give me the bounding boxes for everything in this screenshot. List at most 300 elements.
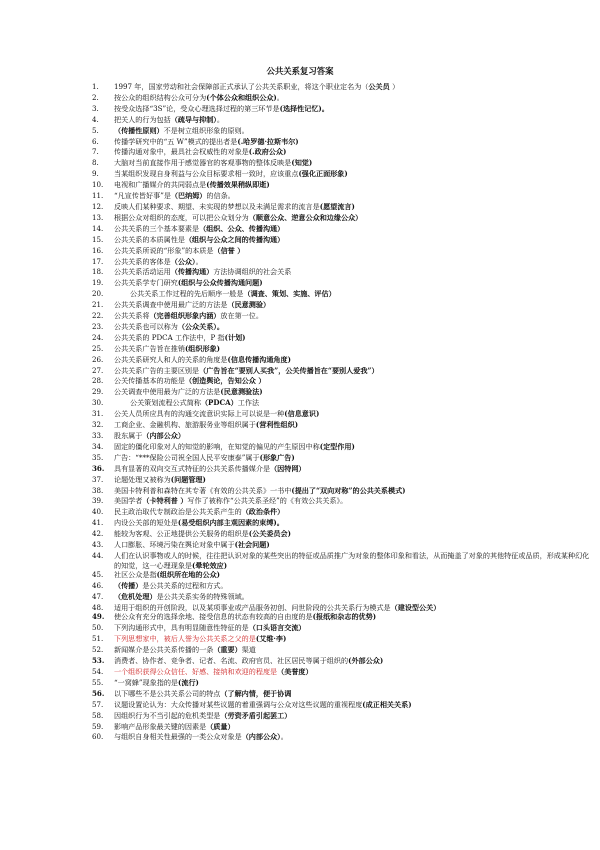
question-text: 公关调查中使用最为广泛的方法是 bbox=[114, 387, 221, 397]
list-item bbox=[92, 612, 592, 623]
answer-text: (易受组织内部主观因素的束缚)。 bbox=[177, 518, 284, 528]
list-item bbox=[92, 147, 592, 158]
list-item bbox=[92, 732, 592, 743]
answer-text: （口头语言交流） bbox=[248, 623, 306, 633]
list-item bbox=[92, 278, 592, 289]
item-text bbox=[114, 235, 592, 246]
answer-text: （了解内情，便于协调 bbox=[220, 688, 292, 698]
question-text: 公共关系也可以称为 bbox=[114, 321, 178, 331]
item-number: 44. bbox=[92, 550, 104, 560]
answer-text: (信息意识) bbox=[284, 409, 320, 419]
list-item bbox=[92, 711, 592, 722]
question-text: 写作了被称作“公共关系圣经”的《有效公共关系》。 bbox=[187, 496, 348, 506]
list-item bbox=[92, 235, 592, 246]
answer-text: (社会问题) bbox=[234, 540, 270, 550]
list-item bbox=[92, 420, 592, 431]
answer-text: (信息传播沟通角度) bbox=[227, 354, 291, 364]
item-text bbox=[114, 496, 592, 507]
list-item bbox=[92, 518, 592, 529]
answer-text: （疏导与抑制） bbox=[170, 114, 217, 124]
question-list bbox=[92, 82, 592, 743]
list-item bbox=[92, 409, 592, 420]
item-number: 18. bbox=[92, 267, 104, 277]
answer-text: (计划) bbox=[224, 332, 246, 342]
item-text bbox=[114, 623, 592, 634]
item-text bbox=[114, 115, 592, 126]
item-number: 39. bbox=[92, 496, 104, 506]
item-number: 1. bbox=[92, 82, 99, 91]
question-text: 。 bbox=[280, 732, 288, 742]
item-text bbox=[114, 137, 592, 148]
list-item bbox=[92, 475, 592, 486]
answer-text: (.政府公众) bbox=[248, 147, 287, 157]
item-text bbox=[114, 507, 592, 518]
answer-text: 公关员 bbox=[368, 82, 393, 91]
question-text: 反映人们某种要求、期望、未实现的梦想以及未满足需求的流言是 bbox=[114, 201, 320, 211]
item-number: 21. bbox=[92, 300, 104, 310]
item-text bbox=[114, 431, 592, 442]
question-text: 的信条。 bbox=[206, 191, 235, 201]
answer-text: （组织与公众之间的传播沟通） bbox=[184, 234, 285, 244]
list-item bbox=[92, 289, 592, 300]
question-text: “凡宣传皆好事”是 bbox=[114, 191, 171, 201]
item-text bbox=[114, 656, 592, 667]
item-text bbox=[114, 612, 592, 623]
item-number: 42. bbox=[92, 529, 104, 539]
question-text: 能较为客观、公正地提供公关服务的组织是 bbox=[114, 529, 249, 539]
item-text bbox=[114, 300, 592, 311]
list-item bbox=[92, 700, 592, 711]
question-text: 根据公众对组织的态度，可以把公众划分为 bbox=[114, 212, 249, 222]
question-text: 与组织自身相关性最强的一类公众对象是 bbox=[114, 732, 242, 742]
answer-text: （完善组织形象内涵） bbox=[149, 311, 221, 321]
item-text bbox=[114, 689, 592, 700]
item-number: 10. bbox=[92, 180, 104, 190]
item-text bbox=[114, 82, 592, 93]
list-item bbox=[92, 257, 592, 268]
item-text bbox=[114, 311, 592, 322]
item-number: 24. bbox=[92, 332, 104, 342]
question-text: 社区公众是指 bbox=[114, 570, 157, 580]
question-text: 传播沟通对象中，最具社会权威性的对象是 bbox=[114, 147, 249, 157]
question-text: 把关人的行为包括 bbox=[114, 114, 171, 124]
item-text bbox=[114, 333, 592, 344]
item-number: 13. bbox=[92, 212, 104, 222]
list-item bbox=[92, 540, 592, 551]
item-number: 26. bbox=[92, 354, 104, 364]
answer-text: (问题管理) bbox=[170, 474, 206, 484]
list-item bbox=[92, 366, 592, 377]
list-item bbox=[92, 453, 592, 464]
list-item bbox=[92, 592, 592, 603]
question-text: 公关人员所应具有的沟通交流意识实际上可以说是一种 bbox=[114, 409, 285, 419]
answer-text: （美誉度） bbox=[277, 667, 313, 676]
question-text: “一窝蜂”现象指的是 bbox=[114, 677, 179, 687]
question-text: 人们在认识事物或人的时候，往往把认识对象的某些突出的特征或品质推广为对象的整体印象和看法，从而掩盖了对象的其他特征或品质，形成某种幻化的知觉，这一心理现象是 bbox=[114, 550, 590, 570]
item-number: 25. bbox=[92, 343, 104, 353]
item-number: 35. bbox=[92, 452, 104, 462]
question-text: 具有显著的双向交互式特征的公共关系传播媒介是 bbox=[114, 463, 271, 473]
answer-text: (定型作用) bbox=[319, 441, 355, 451]
list-item bbox=[92, 678, 592, 689]
list-item bbox=[92, 333, 592, 344]
list-item bbox=[92, 202, 592, 213]
answer-text: （公众） bbox=[170, 256, 196, 266]
item-number: 59. bbox=[92, 721, 104, 731]
item-text bbox=[114, 722, 592, 733]
answer-text: (提出了“双向对称”的公共关系模式) bbox=[291, 485, 406, 495]
item-number: 28. bbox=[92, 376, 104, 386]
item-number: 23. bbox=[92, 321, 104, 331]
question-text: 1997 年，国家劳动和社会保障部正式承认了公共关系职业，将这个职业定名为（ bbox=[114, 82, 369, 91]
item-number: 15. bbox=[92, 234, 104, 244]
item-number: 6. bbox=[92, 136, 99, 146]
answer-text: (愿望流言) bbox=[319, 201, 355, 211]
list-item bbox=[92, 126, 592, 137]
answer-text: (选择性记忆)。 bbox=[279, 103, 329, 113]
question-text: 公共关系调查中使用最广泛的方法是 bbox=[114, 300, 228, 310]
answer-text: （重要） bbox=[213, 645, 242, 655]
item-number: 19. bbox=[92, 278, 104, 288]
question-text: 按受众选择“3S”论，受众心理选择过程的第三环节是 bbox=[114, 103, 280, 113]
item-number: 36. bbox=[92, 463, 105, 473]
list-item bbox=[92, 507, 592, 518]
list-item bbox=[92, 267, 592, 278]
question-text: 公共关系的本质属性是 bbox=[114, 234, 185, 244]
item-number: 5. bbox=[92, 125, 99, 135]
list-item bbox=[92, 104, 592, 115]
item-text bbox=[114, 93, 592, 104]
question-text: 广告：“***保险公司祝全国人民平安康泰”属于 bbox=[114, 452, 260, 462]
list-item bbox=[92, 300, 592, 311]
item-text bbox=[114, 246, 592, 257]
item-number: 38. bbox=[92, 485, 104, 495]
item-text bbox=[114, 224, 592, 235]
item-number: 43. bbox=[92, 540, 104, 550]
answer-text: （因特网） bbox=[270, 463, 306, 473]
item-text bbox=[114, 442, 592, 453]
question-text: 电视和广播媒介的共同弱点是 bbox=[114, 180, 207, 190]
question-text: 公关策划流程公式简称 bbox=[130, 398, 201, 408]
answer-text: (形象广告) bbox=[259, 452, 295, 462]
list-item bbox=[92, 667, 592, 678]
question-text: 使公众有充分的选择余地、接受信息的状态有较高的自由度的是 bbox=[114, 612, 313, 622]
question-text: 。 bbox=[216, 114, 224, 124]
question-text: 下列沟通形式中，具有明显随意性特征的是 bbox=[114, 623, 249, 633]
question-text: 一个组织获得公众信任、好感、接纳和欢迎的程度是 bbox=[114, 667, 278, 676]
item-number: 54. bbox=[92, 667, 104, 676]
list-item bbox=[92, 387, 592, 398]
question-text: 论题处理又被称为 bbox=[114, 474, 171, 484]
item-text bbox=[114, 420, 592, 431]
answer-text: (流行) bbox=[178, 677, 199, 687]
answer-text: （传播） bbox=[114, 581, 143, 591]
item-text bbox=[114, 376, 592, 387]
question-text: 不是树立组织形象的原则。 bbox=[163, 125, 249, 135]
answer-text: （公众关系）。 bbox=[177, 321, 224, 331]
list-item bbox=[92, 603, 592, 613]
answer-text: （传播沟通） bbox=[170, 267, 214, 277]
answer-text: （顺意公众、逆意公众和边缘公众） bbox=[248, 212, 363, 222]
question-text: 因组织行为不当引起的危机类型是 bbox=[114, 710, 221, 720]
question-text: 工商企业、金融机构、旅游服务业等组织属于 bbox=[114, 420, 256, 430]
item-text bbox=[114, 147, 592, 158]
question-text: 。 bbox=[276, 92, 284, 102]
answer-text: (强化正面形象) bbox=[298, 169, 348, 179]
list-item bbox=[92, 191, 592, 202]
item-text bbox=[114, 700, 592, 711]
answer-text: (民意测验法) bbox=[220, 387, 263, 397]
item-number: 48. bbox=[92, 602, 104, 612]
question-text: 美国卡特利普和森特在其专著《有效的公共关系》一书中 bbox=[114, 485, 292, 495]
item-number: 56. bbox=[92, 688, 105, 698]
item-number: 58. bbox=[92, 710, 104, 720]
item-number: 2. bbox=[92, 92, 99, 102]
item-text bbox=[114, 257, 592, 268]
item-text bbox=[114, 267, 592, 278]
item-text bbox=[114, 278, 592, 289]
item-text bbox=[114, 464, 592, 475]
list-item bbox=[92, 224, 592, 235]
item-text bbox=[114, 711, 592, 722]
item-number: 53. bbox=[92, 656, 105, 666]
answer-text: (外部公众) bbox=[348, 656, 384, 666]
item-text bbox=[114, 603, 592, 613]
answer-text: (知觉) bbox=[291, 158, 313, 168]
question-text: 工作法 bbox=[237, 398, 260, 408]
answer-text: (营利性组织) bbox=[255, 420, 299, 430]
item-text bbox=[114, 581, 592, 592]
item-number: 32. bbox=[92, 420, 104, 430]
question-text: 公共关系所说的“形象”的本质是 bbox=[114, 245, 214, 255]
item-number: 27. bbox=[92, 365, 104, 375]
item-number: 45. bbox=[92, 570, 104, 580]
item-text bbox=[114, 202, 592, 213]
answer-text: （PDCA） bbox=[200, 398, 238, 408]
answer-text: (晕轮效应) bbox=[192, 560, 228, 570]
item-number: 7. bbox=[92, 147, 99, 157]
item-text bbox=[114, 387, 592, 398]
page-title: 公共关系复习答案 bbox=[266, 66, 334, 76]
question-text: 股东属于 bbox=[114, 431, 143, 440]
item-text bbox=[114, 355, 592, 366]
question-text: 方法协调组织的社会关系 bbox=[213, 267, 292, 277]
answer-text: (.哈罗德·拉斯韦尔) bbox=[237, 136, 299, 146]
item-text bbox=[114, 518, 592, 529]
item-text bbox=[114, 592, 592, 603]
item-text bbox=[114, 551, 592, 570]
question-text: ） bbox=[392, 82, 400, 91]
item-number: 20. bbox=[92, 289, 104, 299]
question-text: 固定的僵化印象对人的知觉的影响，在知觉的偏见的产生原因中称 bbox=[114, 441, 320, 451]
answer-text: (传播效果稍纵即逝) bbox=[206, 180, 270, 190]
list-item bbox=[92, 158, 592, 169]
answer-text: （巴纳姆） bbox=[170, 191, 207, 201]
item-text bbox=[114, 634, 592, 645]
answer-text: (组织形象) bbox=[184, 343, 221, 353]
item-text bbox=[114, 344, 592, 355]
item-number: 49. bbox=[92, 612, 105, 622]
answer-text: （内部公众） bbox=[241, 732, 281, 742]
question-text: 当某组织发现自身利益与公众目标要求相一致时，应该重点 bbox=[114, 169, 299, 179]
question-text: 是公共关系实务的特殊领域。 bbox=[156, 591, 249, 601]
item-text bbox=[114, 645, 592, 656]
item-number: 51. bbox=[92, 634, 104, 644]
list-item bbox=[92, 623, 592, 634]
question-text: 按公众的组织结构公众可分为 bbox=[114, 92, 207, 102]
question-text: 传播学研究中的“五 W”模式的提出者是 bbox=[114, 136, 238, 146]
question-text: 适用于组织的开创阶段，以及某项事业或产品服务初创、问世阶段的公共关系行为模式是 bbox=[114, 602, 391, 612]
item-text bbox=[114, 540, 592, 551]
question-text: 公关传播基本的功能是 bbox=[114, 376, 185, 386]
answer-text: （卡特利普 ） bbox=[142, 496, 188, 506]
item-text bbox=[114, 409, 592, 420]
item-number: 11. bbox=[92, 191, 104, 201]
list-item bbox=[92, 442, 592, 453]
answer-text: (艾维·李) bbox=[255, 634, 287, 644]
list-item bbox=[92, 115, 592, 126]
answer-text: (公关委员会) bbox=[248, 529, 291, 539]
answer-text: （质量） bbox=[206, 721, 235, 731]
item-number: 30. bbox=[92, 398, 104, 408]
answer-text: (个体公众和组织公众) bbox=[206, 92, 277, 102]
list-item bbox=[92, 137, 592, 148]
answer-text: （内部公众） bbox=[142, 431, 185, 440]
item-number: 29. bbox=[92, 387, 104, 397]
item-number: 16. bbox=[92, 245, 104, 255]
question-text: 放在第一位。 bbox=[220, 311, 263, 321]
question-text: 下列思想家中，被后人誉为公共关系之父的是 bbox=[114, 634, 256, 644]
item-text bbox=[114, 213, 592, 224]
question-text: 议题设置论认为：大众传播对某些议题的着重强调与公众对这些议题的重视程度 bbox=[114, 699, 363, 709]
answer-text: （建设型公关） bbox=[390, 602, 441, 612]
answer-text: （信誉 ） bbox=[213, 245, 245, 255]
item-number: 4. bbox=[92, 114, 99, 124]
list-item bbox=[92, 169, 592, 180]
item-number: 40. bbox=[92, 507, 104, 517]
list-item bbox=[92, 634, 592, 645]
item-text bbox=[114, 398, 592, 409]
item-text bbox=[114, 104, 592, 115]
question-text: 公共关系研究人和人的关系的角度是 bbox=[114, 354, 228, 364]
question-text: 公共关系将 bbox=[114, 311, 150, 321]
item-number: 47. bbox=[92, 591, 104, 601]
answer-text: (组织与公众传播沟通问题) bbox=[177, 278, 263, 288]
answer-text: （组织、公众、传播沟通） bbox=[199, 223, 285, 233]
answer-text: （政治条件） bbox=[241, 507, 285, 517]
list-item bbox=[92, 656, 592, 667]
item-text bbox=[114, 289, 592, 300]
question-text: 渠道 bbox=[241, 645, 256, 655]
question-text: 公共关系活动运用 bbox=[114, 267, 171, 277]
list-item bbox=[92, 322, 592, 333]
list-item bbox=[92, 311, 592, 322]
list-item bbox=[92, 213, 592, 224]
item-text bbox=[114, 322, 592, 333]
list-item bbox=[92, 82, 592, 93]
item-number: 12. bbox=[92, 201, 104, 211]
answer-text: （调查、策划、实施、评估） bbox=[243, 289, 336, 299]
question-text: 消费者、协作者、竞争者、记者、名流、政府官员、社区居民等属于组织的 bbox=[114, 656, 349, 666]
item-number: 33. bbox=[92, 431, 104, 440]
item-number: 37. bbox=[92, 474, 104, 484]
list-item bbox=[92, 398, 592, 409]
item-number: 3. bbox=[92, 103, 99, 113]
question-text: 民主政治取代专制政治是公共关系产生的 bbox=[114, 507, 242, 517]
item-text bbox=[114, 667, 592, 678]
list-item bbox=[92, 722, 592, 733]
list-item bbox=[92, 344, 592, 355]
question-text: 公共关系学专门研究 bbox=[114, 278, 178, 288]
item-text bbox=[114, 366, 592, 377]
question-text: 新闻媒介是公共关系传播的一条 bbox=[114, 645, 214, 655]
answer-text: (报纸和杂志的优势) bbox=[312, 612, 377, 622]
item-number: 52. bbox=[92, 645, 104, 655]
item-number: 55. bbox=[92, 677, 104, 687]
answer-text: （广告旨在“要别人买我”，公关传播旨在“要别人爱我”） bbox=[199, 365, 379, 375]
answer-text: (组织所在地的公众) bbox=[156, 570, 221, 580]
list-item bbox=[92, 581, 592, 592]
answer-text: (成正相关关系) bbox=[362, 699, 412, 709]
answer-text: （传播性原则） bbox=[114, 125, 164, 135]
question-text: 美国学者 bbox=[114, 496, 143, 506]
list-item bbox=[92, 246, 592, 257]
item-text bbox=[114, 732, 592, 743]
item-number: 41. bbox=[92, 518, 104, 528]
question-text: 是公共关系的过程和方式。 bbox=[142, 581, 228, 591]
question-text: 影响产品形象最关键的因素是 bbox=[114, 721, 207, 731]
item-text bbox=[114, 158, 592, 169]
question-text: 以下哪些不是公共关系公司的特点 bbox=[114, 688, 221, 698]
item-number: 34. bbox=[92, 441, 104, 451]
item-number: 9. bbox=[92, 169, 99, 179]
question-text: 内设公关部的短处是 bbox=[114, 518, 178, 528]
question-text: 公共关系工作过程的先后顺序一般是 bbox=[130, 289, 244, 299]
list-item bbox=[92, 464, 592, 475]
question-text: 公共关系广告的主要区别是 bbox=[114, 365, 200, 375]
item-text bbox=[114, 191, 592, 202]
item-number: 22. bbox=[92, 311, 104, 321]
list-item bbox=[92, 486, 592, 497]
question-text: 公共关系的 PDCA 工作法中，P 指 bbox=[114, 332, 225, 342]
list-item bbox=[92, 529, 592, 540]
list-item bbox=[92, 551, 592, 570]
item-number: 60. bbox=[92, 732, 104, 742]
answer-text: （劳资矛盾引起罢工） bbox=[220, 710, 292, 720]
question-text: 公共关系广告旨在推销 bbox=[114, 343, 185, 353]
item-text bbox=[114, 529, 592, 540]
question-text: 公共关系的三个基本要素是 bbox=[114, 223, 200, 233]
item-number: 14. bbox=[92, 223, 104, 233]
item-number: 50. bbox=[92, 623, 104, 633]
list-item bbox=[92, 355, 592, 366]
item-text bbox=[114, 169, 592, 180]
item-number: 57. bbox=[92, 699, 104, 709]
item-text bbox=[114, 453, 592, 464]
list-item bbox=[92, 431, 592, 442]
answer-text: （民意测验） bbox=[227, 300, 271, 310]
list-item bbox=[92, 180, 592, 191]
question-text: 大脑对当前直接作用于感觉器官的客观事物的整体反映是 bbox=[114, 158, 292, 168]
question-text: 人口膨胀、环境污染在舆论对象中属于 bbox=[114, 540, 235, 550]
item-number: 17. bbox=[92, 256, 104, 266]
list-item bbox=[92, 570, 592, 581]
item-text bbox=[114, 126, 592, 137]
list-item bbox=[92, 93, 592, 104]
item-text bbox=[114, 570, 592, 581]
list-item bbox=[92, 376, 592, 387]
item-text bbox=[114, 678, 592, 689]
